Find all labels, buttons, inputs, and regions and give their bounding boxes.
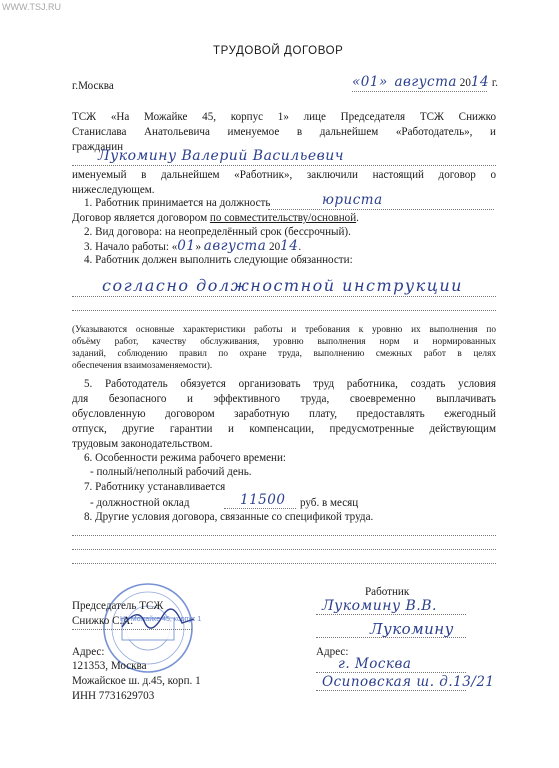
employee-name-line <box>72 165 496 166</box>
clause-5-line-5: трудовым законодательством. <box>72 438 213 450</box>
contract-type-end: . <box>356 212 359 224</box>
employer-address-1: 121353, Москва <box>72 660 147 672</box>
start-day: 01 <box>177 238 196 254</box>
start-month: августа <box>203 238 267 254</box>
contract-date <box>352 75 498 90</box>
clause-8-line-1: 8. Другие условия договора, связанные со спецификой труда. <box>84 511 374 523</box>
clause-3-text <box>84 239 301 254</box>
clause-3-mid: » <box>195 241 204 253</box>
date-suffix: г. <box>491 77 498 89</box>
clause-2-text: 2. Вид договора: на неопределённый срок (бессрочный). <box>84 226 351 238</box>
date-close-quote: » <box>378 74 388 90</box>
employer-name: Снижко С.А. <box>72 615 134 627</box>
intro-line-3: гражданин <box>72 141 124 153</box>
duties-line-1 <box>72 296 496 297</box>
clause-4-text: 4. Работник должен выполнить следующие обязанности: <box>84 254 353 266</box>
date-day: 01 <box>360 74 379 90</box>
stamp-text: На Можайке 45, корпус 1 <box>120 616 202 623</box>
employee-signature-name: Лукомину В.В. <box>322 598 437 614</box>
document-title: ТРУДОВОЙ ДОГОВОР <box>213 45 344 57</box>
date-underline <box>352 91 487 92</box>
employee-address-2: Осиповская ш. д.13/21 <box>322 674 495 690</box>
date-open-quote: « <box>352 74 361 90</box>
employee-name-handwritten: Лукомину Валерий Васильевич <box>98 148 344 164</box>
intro-line-5: нижеследующем. <box>72 184 155 196</box>
employer-title: Председатель ТСЖ <box>72 600 164 612</box>
clause-3-end: . <box>298 241 302 253</box>
employer-signature-icon <box>118 605 198 635</box>
clause-7-line-1: 7. Работнику устанавливается <box>84 481 226 493</box>
clause-8-line-c <box>72 563 496 564</box>
clause-5-line-1: 5. Работодатель обязуется организовать труд работника, создать условия <box>84 378 496 390</box>
clause-8-line-b <box>72 549 496 550</box>
clause-6-line-1: 6. Особенности режима рабочего времени: <box>84 452 286 464</box>
position-handwritten: юриста <box>322 192 383 208</box>
position-line <box>268 209 494 210</box>
employee-address-1: г. Москва <box>338 656 412 672</box>
start-year: 14 <box>280 238 299 254</box>
employee-address-label: Адрес: <box>316 646 349 658</box>
employee-name-line <box>316 614 466 615</box>
intro-line-4: именуемый в дальнейшем «Работник», заключили настоящий договор о <box>72 169 496 181</box>
contract-type-value: по совместительству/основной <box>209 212 357 224</box>
clause-1-text: 1. Работник принимается на должность <box>84 197 271 209</box>
employee-title: Работник <box>365 586 410 598</box>
employee-address-line-1 <box>316 672 466 673</box>
duties-line-2 <box>72 310 496 311</box>
city: г.Москва <box>72 80 114 92</box>
contract-type-label: Договор является договором <box>72 212 208 224</box>
date-month: августа <box>394 74 457 90</box>
clause-7-line-2-end: руб. в месяц <box>300 497 359 509</box>
employer-address-2: Можайское ш. д.45, корп. 1 <box>72 675 201 687</box>
salary-handwritten: 11500 <box>240 492 286 508</box>
employer-signature-line <box>72 629 192 630</box>
date-year: 14 <box>470 74 490 90</box>
employer-address-label: Адрес: <box>72 646 105 658</box>
clause-5-line-4: отпуск, другие гарантии и компенсации, предусмотренные действующим <box>72 423 496 435</box>
clause-7-line-2: - должностной оклад <box>90 497 190 509</box>
date-year-prefix: 20 <box>459 77 471 89</box>
clause-5-line-3: обусловленную договором заработную плату, предоставлять ежегодный <box>72 408 496 420</box>
employer-inn: ИНН 7731629703 <box>72 690 155 702</box>
start-year-prefix: 20 <box>269 241 281 253</box>
watermark: WWW.TSJ.RU <box>2 2 61 12</box>
note-line-4: обеспечения взаимозаменяемости). <box>72 361 213 371</box>
clause-5-line-2: для безопасного и эффективного труда, своевременно выплачивать <box>72 393 496 405</box>
note-line-1: (Указываются основные характеристики работы и требования к уровню их выполнения по <box>72 325 496 335</box>
employee-address-line-2 <box>316 690 466 691</box>
employee-signature-line <box>316 637 466 638</box>
clause-8-line-a <box>72 535 496 536</box>
intro-line-2: Станислава Анатольевича именуемое в дальнейшем «Работодатель», и <box>72 126 496 138</box>
duties-handwritten: согласно должностной инструкции <box>102 276 463 295</box>
note-line-3: заданий, соблюдению правил по охране труда, выполнению смежных работ в целях <box>72 349 496 359</box>
clause-6-line-2: - полный/неполный рабочий день. <box>90 466 252 478</box>
note-line-2: объёму работ, качеству обслуживания, уровню выполнения норм и нормированных <box>72 337 496 347</box>
employee-signature: Лукомину <box>370 620 454 638</box>
salary-line <box>224 508 296 509</box>
clause-3-label: 3. Начало работы: « <box>84 241 178 253</box>
clause-1-contract-type <box>72 211 359 225</box>
intro-line-1: ТСЖ «На Можайке 45, корпус 1» лице Председателя ТСЖ Снижко <box>72 111 496 123</box>
